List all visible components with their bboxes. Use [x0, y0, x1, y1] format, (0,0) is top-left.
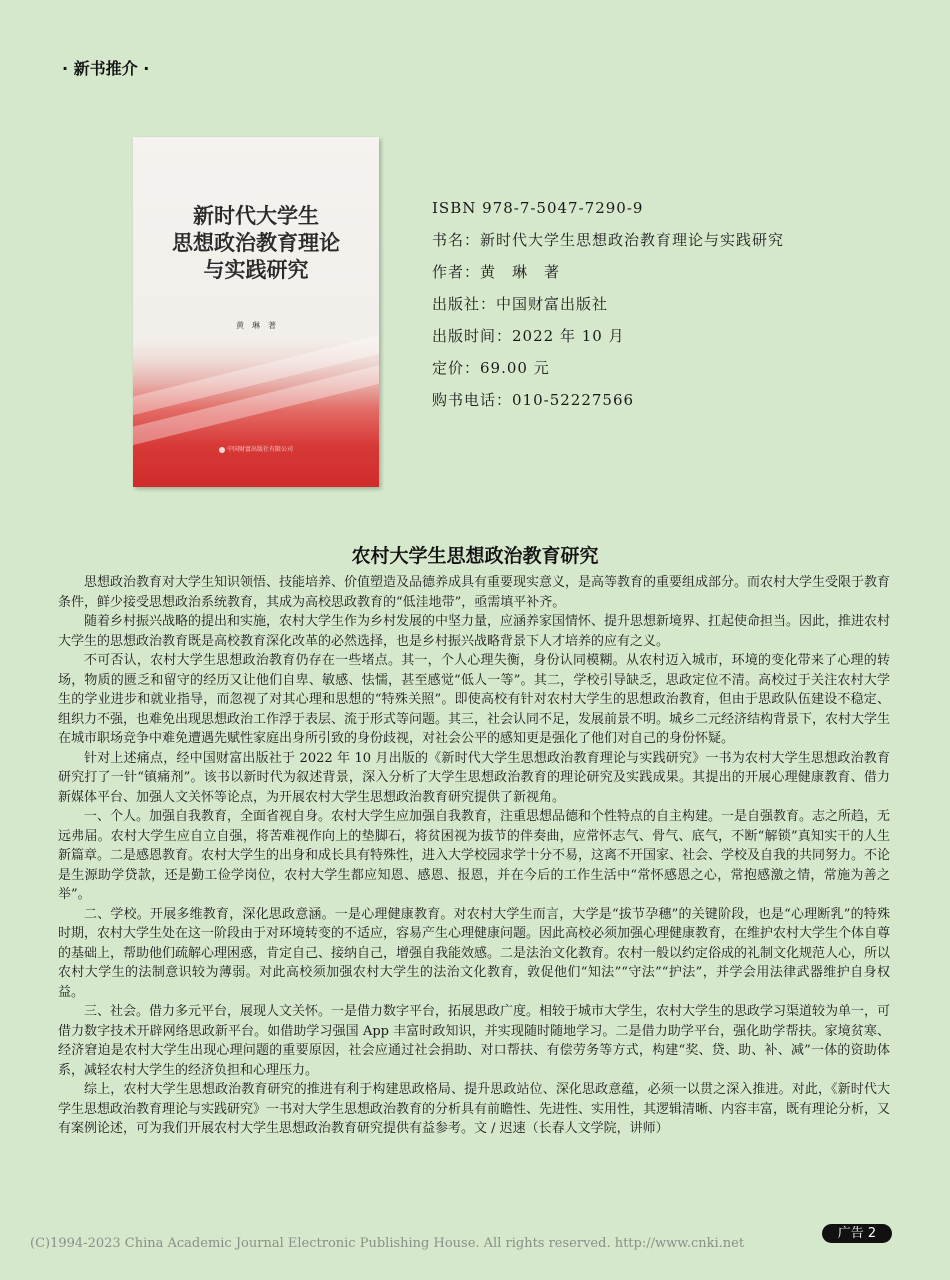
article-title: 农村大学生思想政治教育研究 — [351, 545, 599, 567]
book-pub-date: 出版时间：2022 年 10 月 — [432, 327, 625, 345]
book-info — [432, 192, 784, 416]
article-body — [58, 573, 890, 1139]
article-paragraph: 针对上述痛点，经中国财富出版社于 2022 年 10 月出版的《新时代大学生思想政治教育理论与实践研究》一书为农村大学生思想政治教育研究打了一针“镇痛剂”。该书以新时代为叙述背景，深入分析了大学生思想政治教育的理论研究及实践成果。其提出的开展心理健康教育、借力新媒体平台、加强人文关怀等论点，为开展农村大学生思想政治教育研究提供了新视角。 — [58, 750, 890, 805]
book-cover-image — [133, 137, 379, 487]
cover-title-line: 新时代大学生 — [193, 204, 319, 228]
book-author: 作者：黄 琳 著 — [432, 263, 561, 281]
article-paragraph: 一、个人。加强自我教育，全面省视自身。农村大学生应加强自我教育，注重思想品德和个性特点的自主构建。一是自强教育。志之所趋，无远弗届。农村大学生应自立自强，将苦难视作向上的垫脚石，将贫困视为拔节的伴奏曲，应常怀志气、骨气、底气，不断“解锁”真知实干的人生新篇章。二是感恩教育。农村大学生的出身和成长具有特殊性，进入大学校园求学十分不易，这离不开国家、社会、学校及自我的共同努力。不论是生源助学贷款，还是勤工俭学岗位，农村大学生都应知恩、感恩、报恩，并在今后的工作生活中“常怀感恩之心，常抱感激之情，常施为善之举”。 — [58, 809, 891, 902]
article-paragraph: 思想政治教育对大学生知识领悟、技能培养、价值塑造及品德养成具有重要现实意义，是高等教育的重要组成部分。而农村大学生受限于教育条件，鲜少接受思想政治系统教育，其成为高校思政教育的“低洼地带”，亟需填平补齐。 — [58, 575, 891, 610]
book-title: 书名：新时代大学生思想政治教育理论与实践研究 — [432, 231, 785, 249]
ad-page-badge: 广告 2 — [822, 1224, 892, 1243]
publisher-logo-icon — [219, 447, 225, 453]
section-tag: · 新书推介 · — [62, 59, 150, 78]
cover-title-line: 思想政治教育理论 — [172, 231, 340, 255]
cover-author: 黄 琳 著 — [236, 321, 276, 330]
cover-title — [133, 203, 379, 284]
cover-publisher — [133, 444, 379, 453]
cover-title-line: 与实践研究 — [203, 258, 309, 282]
article-paragraph: 不可否认，农村大学生思想政治教育仍存在一些堵点。其一，个人心理失衡，身份认同模糊。从农村迈入城市，环境的变化带来了心理的转场，物质的匮乏和留守的经历又让他们自卑、敏感、怯懦，甚至感觉“低人一等”。其二，学校引导缺乏，思政定位不清。高校过于关注农村大学生的学业进步和就业指导，而忽视了对其心理和思想的“特殊关照”。即使高校有针对农村大学生的思想政治教育，但由于思政队伍建设不稳定、组织力不强，也难免出现思想政治工作浮于表层、流于形式等问题。其三，社会认同不足，发展前景不明。城乡二元经济结构背景下，农村大学生在城市职场竞争中难免遭遇先赋性家庭出身所引致的身份歧视，对社会公平的感知更是强化了他们对自己的身份怀疑。 — [58, 653, 891, 746]
copyright-footer: (C)1994-2023 China Academic Journal Electronic Publishing House. All rights reserved. http://www.cnki.net — [30, 1236, 745, 1251]
book-publisher: 出版社：中国财富出版社 — [432, 295, 609, 313]
article-paragraph: 综上，农村大学生思想政治教育研究的推进有利于构建思政格局、提升思政站位、深化思政意蕴，必须一以贯之深入推进。对此，《新时代大学生思想政治教育理论与实践研究》一书对大学生思想政治教育的分析具有前瞻性、先进性、实用性，其逻辑清晰、内容丰富，既有理论分析，又有案例论述，可为我们开展农村大学生思想政治教育研究提供有益参考。文 / 迟速（长春人文学院，讲师） — [58, 1082, 891, 1136]
article-paragraph: 二、学校。开展多维教育，深化思政意涵。一是心理健康教育。对农村大学生而言，大学是“拔节孕穗”的关键阶段，也是“心理断乳”的特殊时期，农村大学生处在这一阶段由于对环境转变的不适应，容易产生心理健康问题。因此高校必须加强心理健康教育，在维护农村大学生个体自尊的基础上，帮助他们疏解心理困惑，肯定自己、接纳自己，增强自我能效感。二是法治文化教育。农村一般以约定俗成的礼制文化规范人心，所以农村大学生的法制意识较为薄弱。对此高校须加强农村大学生的法治文化教育，敦促他们“知法”“守法”“护法”，并学会用法律武器维护自身权益。 — [58, 906, 891, 1000]
article-paragraph: 随着乡村振兴战略的提出和实施，农村大学生作为乡村发展的中坚力量，应涵养家国情怀、提升思想新境界、扛起使命担当。因此，推进农村大学生的思想政治教育既是高校教育深化改革的必然选择，也是乡村振兴战略背景下人才培养的应有之义。 — [58, 614, 891, 649]
cover-publisher-name: 中国财富出版社有限公司 — [226, 446, 293, 453]
book-phone: 购书电话：010-52227566 — [432, 391, 635, 409]
book-price: 定价：69.00 元 — [432, 359, 550, 377]
article-paragraph: 三、社会。借力多元平台，展现人文关怀。一是借力数字平台，拓展思政广度。相较于城市大学生，农村大学生的思政学习渠道较为单一，可借力数字技术开辟网络思政新平台。如借助学习强国 App 丰富时政知识，并实现随时随地学习。二是借力助学平台，强化助学帮扶。家境贫寒、经济窘迫是农村大学生出现心理问题的重要原因，社会应通过社会捐助、对口帮扶、有偿劳务等方式，构建“奖、贷、助、补、减”一体的资助体系，减轻农村大学生的经济负担和心理压力。 — [58, 1004, 891, 1078]
book-isbn: ISBN 978-7-5047-7290-9 — [432, 199, 644, 217]
